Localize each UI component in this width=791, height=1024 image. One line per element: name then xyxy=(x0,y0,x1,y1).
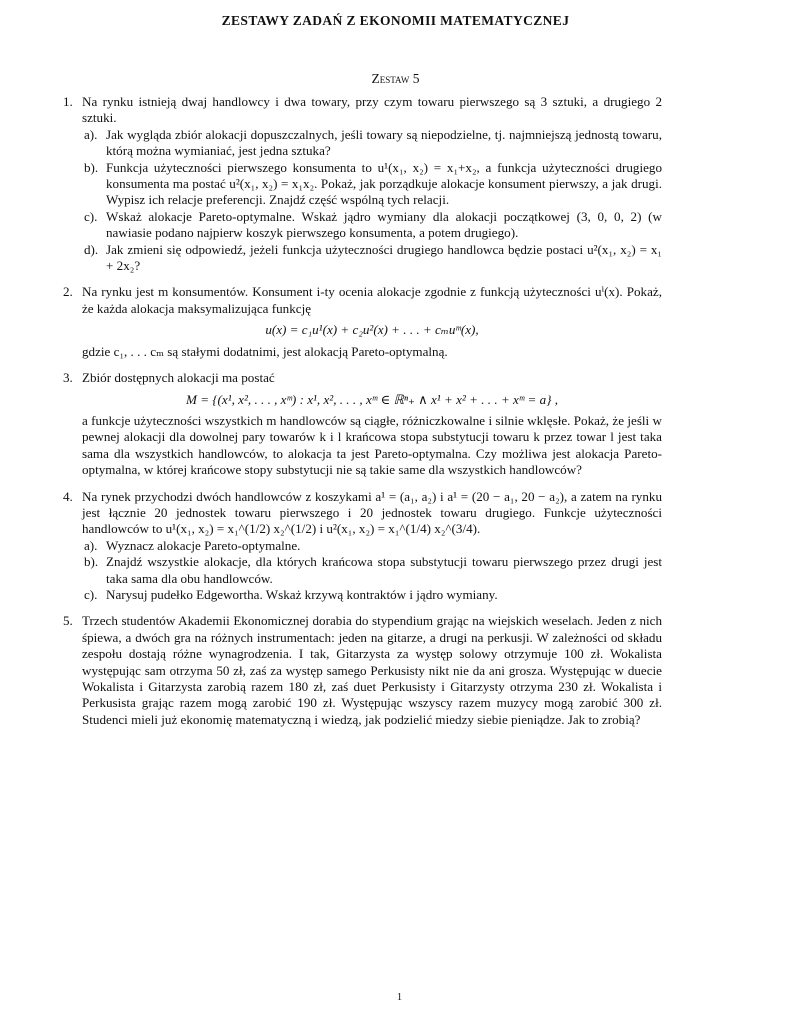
problem-number: 3. xyxy=(63,370,73,386)
problem-intro: Zbiór dostępnych alokacji ma postać xyxy=(82,370,275,386)
problem-number: 1. xyxy=(63,94,73,109)
subpart-c xyxy=(82,587,662,603)
problem-1 xyxy=(63,94,662,274)
subpart-text: Wskaż alokacje Pareto-optymalne. Wskaż jądro wymiany dla alokacji początkowej (3, 0, 0, 2) (w nawiasie podano najpierw koszyk pierwszego konsumenta, a potem drugiego). xyxy=(106,208,662,241)
problem-intro: Trzech studentów Akademii Ekonomicznej dorabia do stypendium grając na wiejskich weselach. Jeden z nich śpiewa, a dwóch gra na różnych instrumentach: jeden na gitarze, a drugi na perkusji. W zależności od składu zespołu dostają różne wynagrodzenia. I tak, Gitarzysta za występ solowy otrzymuje 100 zł. Wokalista występując sam otrzyma 50 zł, zaś za występ samego Perkusisty nikt nie da ani grosza. Występując w duecie Wokalista i Gitarzysta zarobią razem 180 zł, zaś duet Perkusisty i Gitarzysty otrzyma 230 zł. Wokalista i Perkusista grając razem mogą zarobić 190 zł. Występując wszyscy razem muzycy mogą zarobić 300 zł. Studenci mieli już ekonomię matematyczną i wiedzą, jak podzielić miedzy siebie pieniądze. Jak to zrobią? xyxy=(82,613,662,727)
subpart-a xyxy=(82,538,662,554)
problem-intro: Na rynku istnieją dwaj handlowcy i dwa towary, przy czym towaru pierwszego są 3 sztuki, a drugiego 2 sztuki. xyxy=(82,94,662,126)
subpart-label: b). xyxy=(84,159,99,175)
subpart-d xyxy=(82,242,662,275)
subpart-label: c). xyxy=(84,586,98,602)
subpart-b xyxy=(82,554,662,587)
display-formula: u(x) = c₁u¹(x) + c₂u²(x) + . . . + cₘuᵐ(x), xyxy=(265,322,479,338)
problem-list xyxy=(63,94,662,738)
subpart-label: c). xyxy=(84,208,98,224)
page-number: 1 xyxy=(396,992,403,1003)
problem-intro: Na rynek przychodzi dwóch handlowców z koszykami a¹ = (a₁, a₂) i a¹ = (20 − a₁, 20 − a₂), a zatem na rynku jest łącznie 20 jednostek towaru pierwszego i 20 jednostek towaru drugiego. Funkcje użyteczności handlowców to u¹(x₁, x₂) = x₁^(1/2) x₂^(1/2) i u²(x₁, x₂) = x₁^(1/4) x₂^(3/4). xyxy=(82,488,662,537)
subpart-text: Jak wygląda zbiór alokacji dopuszczalnych, jeśli towary są niepodzielne, tj. najmniejszą jednostą towaru, którą można wymianiać, jest jedna sztuka? xyxy=(106,126,662,159)
problem-number: 4. xyxy=(63,488,73,504)
document-title: ZESTAWY ZADAŃ Z EKONOMII MATEMATYCZNEJ xyxy=(221,13,570,28)
problem-number: 5. xyxy=(63,613,73,629)
problem-3 xyxy=(63,370,662,478)
subpart-text: Znajdź wszystkie alokacje, dla których krańcowa stopa substytucji towaru pierwszego przez drugi jest taka sama dla obu handlowców. xyxy=(106,554,662,586)
problem-2 xyxy=(63,284,662,360)
subpart-label: b). xyxy=(84,554,99,570)
problem-5 xyxy=(63,613,662,728)
problem-number: 2. xyxy=(63,284,73,300)
subpart-text: Funkcja użyteczności pierwszego konsumenta to u¹(x₁, x₂) = x₁+x₂, a funkcja użyteczności drugiego konsumenta ma postać u²(x₁, x₂) = x₁x₂. Pokaż, jak porządkuje alokacje konsument pierwszy, a jak drugi. Wypisz ich relacje preferencji. Znajdź część wspólną tych relacji. xyxy=(106,159,662,208)
display-formula: M = {(x¹, x², . . . , xᵐ) : x¹, x², . . . , xᵐ ∈ ℝⁿ₊ ∧ x¹ + x² + . . . + xᵐ = a} , xyxy=(186,391,558,407)
subpart-label: a). xyxy=(84,126,98,142)
set-title: Zestaw 5 xyxy=(371,71,420,86)
problem-outro: a funkcje użyteczności wszystkich m handlowców są ciągłe, różniczkowalne i silnie wklęsłe. Pokaż, że jeśli w pewnej alokacji dla dowolnej pary towarów k i l krańcowa stopa substytucji towaru k przez towar l jest taka sama dla wszystkich handlowców, to alokacja ta jest Pareto-optymalna. Czy możliwa jest alokacja Pareto-optymalna, w której krańcowe stopy substytucji nie są takie same dla wszystkich handlowców? xyxy=(82,412,662,478)
problem-intro: Na rynku jest m konsumentów. Konsument i-ty ocenia alokacje zgodnie z funkcją użyteczności uⁱ(x). Pokaż, że każda alokacja maksymalizująca funkcję xyxy=(82,284,662,316)
subpart-label: a). xyxy=(84,537,98,553)
subpart-text: Narysuj pudełko Edgewortha. Wskaż krzywą kontraktów i jądro wymiany. xyxy=(106,586,498,602)
subpart-c xyxy=(82,209,662,242)
subpart-text: Wyznacz alokacje Pareto-optymalne. xyxy=(106,537,301,553)
problem-outro: gdzie c₁, . . . cₘ są stałymi dodatnimi, jest alokacją Pareto-optymalną. xyxy=(82,343,448,359)
subpart-a xyxy=(82,127,662,160)
subpart-b xyxy=(82,160,662,209)
problem-4 xyxy=(63,488,662,604)
subpart-text: Jak zmieni się odpowiedź, jeżeli funkcja użyteczności drugiego handlowca będzie postaci u²(x₁, x₂) = x₁ + 2x₂? xyxy=(106,241,662,274)
subpart-label: d). xyxy=(84,241,99,257)
